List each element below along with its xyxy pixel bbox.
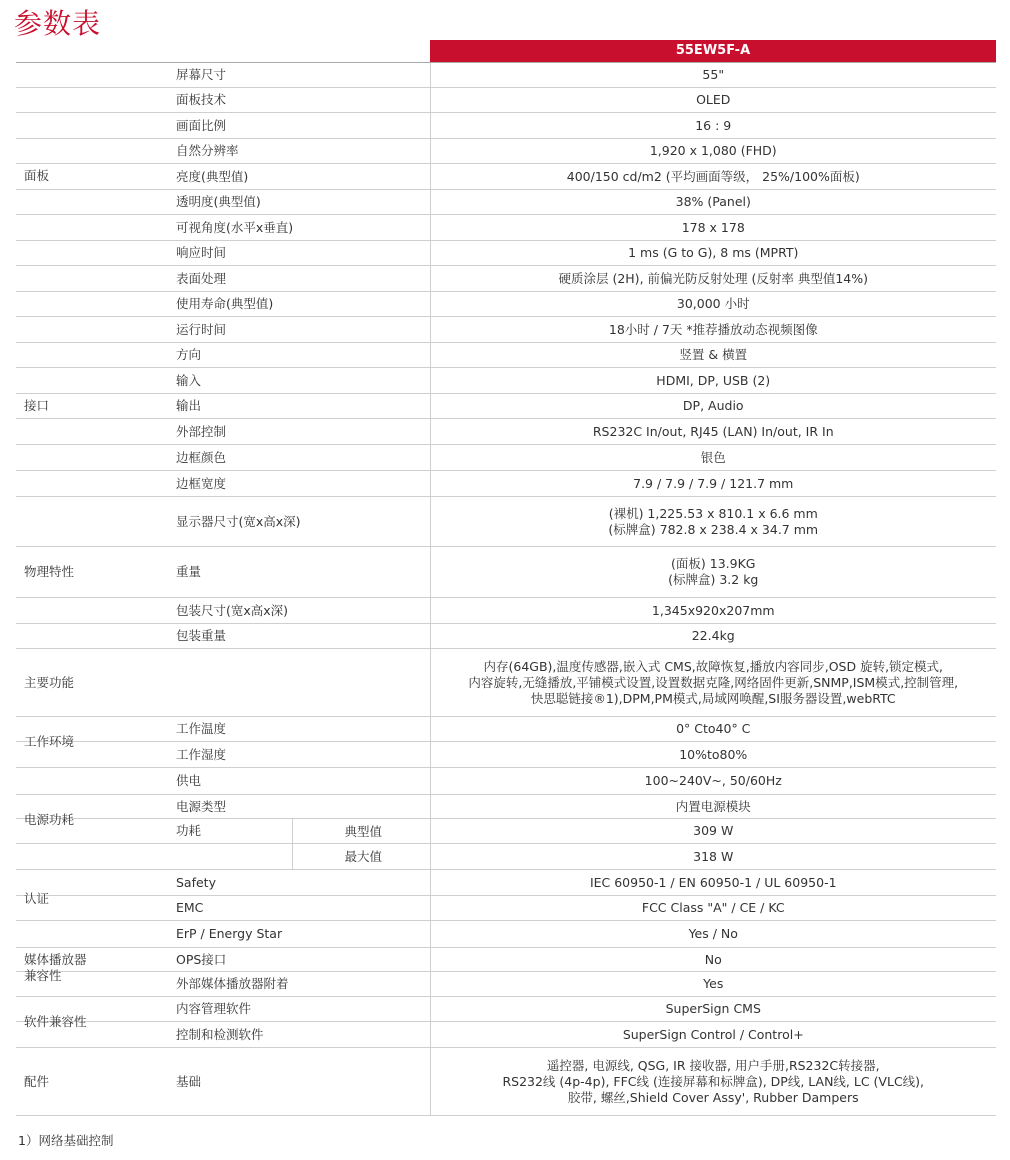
spec-label: 画面比例: [16, 113, 430, 139]
spec-label: 透明度(典型值): [16, 190, 430, 215]
table-row: [16, 63, 996, 88]
value-line: (面板) 13.9KG: [671, 556, 756, 571]
spec-value: 309 W: [430, 819, 996, 844]
table-row: [16, 624, 996, 649]
value-line: 内容旋转,无缝播放,平铺模式设置,设置数据克隆,网络固件更新,SNMP,ISM模式,控制管理,: [468, 674, 959, 690]
spec-value: 硬质涂层 (2H), 前偏光防反射处理 (反射率 典型值14%): [430, 266, 996, 292]
spec-label: [16, 948, 430, 983]
table-row: [16, 266, 996, 292]
spec-label: 屏幕尺寸: [16, 63, 430, 88]
spec-value: [430, 1048, 996, 1116]
spec-label-text: 功耗: [176, 823, 202, 838]
spec-label: 控制和检测软件: [16, 1022, 430, 1048]
table-row: [16, 742, 996, 768]
group-label-interface: 接口: [24, 398, 50, 413]
table-row: [16, 819, 996, 844]
group-label-features: 主要功能: [16, 649, 430, 717]
value-line: 胶带, 螺丝,Shield Cover Assy', Rubber Dampers: [567, 1089, 859, 1105]
table-row: [16, 768, 996, 795]
spec-label-text: 输出: [176, 398, 202, 413]
value-line: (裸机) 1,225.53 x 810.1 x 6.6 mm: [608, 505, 818, 521]
spec-value: 55": [430, 63, 996, 88]
spec-label: ErP / Energy Star: [16, 921, 430, 948]
spec-value: 18小时 / 7天 *推荐播放动态视频图像: [430, 317, 996, 343]
spec-label: 包装尺寸(宽x高x深): [16, 598, 430, 624]
spec-value: 16 : 9: [430, 113, 996, 139]
spec-label-text: 重量: [176, 564, 202, 579]
spec-value: IEC 60950-1 / EN 60950-1 / UL 60950-1: [430, 870, 996, 896]
table-row: [16, 844, 996, 870]
spec-label: [16, 997, 430, 1029]
spec-label: 工作湿度: [16, 742, 430, 768]
spec-label: [16, 891, 430, 921]
spec-value: 178 x 178: [430, 215, 996, 241]
spec-value: RS232C In/out, RJ45 (LAN) In/out, IR In: [430, 419, 996, 445]
spec-label-text: 基础: [176, 1073, 202, 1089]
group-label-panel: 面板: [24, 168, 50, 183]
group-label-accessories: 配件: [24, 1074, 50, 1089]
spec-value: 7.9 / 7.9 / 7.9 / 121.7 mm: [430, 471, 996, 497]
table-row: [16, 471, 996, 497]
model-header: 55EW5F-A: [430, 40, 996, 62]
spec-value: 1 ms (G to G), 8 ms (MPRT): [430, 241, 996, 266]
spec-value: 0° Cto40° C: [430, 717, 996, 742]
table-row: [16, 921, 996, 948]
spec-value: 1,920 x 1,080 (FHD): [430, 139, 996, 164]
spec-label-text: 内容管理软件: [176, 1001, 252, 1016]
table-row: [16, 997, 996, 1022]
spec-value: 100~240V~, 50/60Hz: [430, 768, 996, 795]
table-row: [16, 113, 996, 139]
spec-label: 自然分辨率: [16, 139, 430, 164]
page-title: 参数表: [14, 7, 102, 40]
table-row: [16, 870, 996, 896]
spec-value: [430, 547, 996, 598]
spec-value: 内置电源模块: [430, 795, 996, 819]
table-row: [16, 368, 996, 394]
group-label-physical: 物理特性: [24, 564, 75, 579]
spec-value: DP, Audio: [430, 394, 996, 419]
table-row: [16, 896, 996, 921]
group-label-environment: 工作环境: [24, 734, 75, 749]
table-row: [16, 445, 996, 471]
table-row: [16, 394, 996, 419]
table-row: [16, 649, 996, 717]
table-row: [16, 497, 996, 547]
table-row: [16, 190, 996, 215]
spec-value: 318 W: [430, 844, 996, 870]
spec-value: 38% (Panel): [430, 190, 996, 215]
spec-label: 可视角度(水平x垂直): [16, 215, 430, 241]
value-line: RS232线 (4p-4p), FFC线 (连接屏幕和标牌盒), DP线, LAN线, LC (VLC线),: [502, 1073, 925, 1089]
table-row: [16, 972, 996, 997]
table-row: [16, 1022, 996, 1048]
table-row: [16, 1048, 996, 1116]
spec-label: 使用寿命(典型值): [16, 292, 430, 317]
spec-label: 外部控制: [16, 419, 430, 445]
table-row: [16, 717, 996, 742]
value-line: (标牌盒) 3.2 kg: [668, 572, 759, 587]
spec-label: 响应时间: [16, 241, 430, 266]
table-row: [16, 419, 996, 445]
table-row: [16, 215, 996, 241]
spec-label: [16, 717, 430, 749]
spec-label: 边框宽度: [16, 471, 430, 497]
spec-value: SuperSign Control / Control+: [430, 1022, 996, 1048]
spec-value: 30,000 小时: [430, 292, 996, 317]
spec-label: 包装重量: [16, 624, 430, 649]
spec-value: 1,345x920x207mm: [430, 598, 996, 624]
sub-label-max: 最大值: [292, 844, 430, 870]
spec-value: SuperSign CMS: [430, 997, 996, 1022]
spec-value: Yes: [430, 972, 996, 997]
spec-value: 竖置 & 横置: [430, 343, 996, 368]
footnote: 1）网络基础控制: [18, 1133, 114, 1148]
spec-label-text: 工作温度: [176, 721, 227, 736]
spec-label-text: 亮度(典型值): [176, 168, 249, 184]
spec-value: [430, 497, 996, 547]
spec-label: 运行时间: [16, 317, 430, 343]
spec-label: [16, 812, 430, 844]
table-row: [16, 88, 996, 113]
spec-value: 银色: [430, 445, 996, 471]
spec-label: Safety: [16, 870, 430, 896]
table-row: [16, 139, 996, 164]
spec-label: [16, 844, 430, 870]
spec-label: 边框颜色: [16, 445, 430, 471]
spec-label: 方向: [16, 343, 430, 368]
spec-label: 输入: [16, 368, 430, 394]
spec-value: 10%to80%: [430, 742, 996, 768]
table-row: [16, 292, 996, 317]
spec-value: No: [430, 948, 996, 972]
spec-label-text: OPS接口: [176, 951, 227, 967]
spec-label: 外部媒体播放器附着: [16, 972, 430, 997]
spec-label: 表面处理: [16, 266, 430, 292]
value-line: (标牌盒) 782.8 x 238.4 x 34.7 mm: [608, 521, 819, 537]
spec-label: [16, 164, 430, 190]
table-row: [16, 547, 996, 598]
table-row: [16, 241, 996, 266]
sub-label-typical: 典型值: [292, 819, 430, 844]
value-line: 快思聪链接®1),DPM,PM模式,局域网唤醒,SI服务器设置,webRTC: [530, 690, 896, 706]
group-label-line: 兼容性: [24, 968, 62, 983]
spec-value: 22.4kg: [430, 624, 996, 649]
group-label-software: 软件兼容性: [24, 1014, 87, 1029]
spec-value: OLED: [430, 88, 996, 113]
spec-label: 面板技术: [16, 88, 430, 113]
spec-label: 显示器尺寸(宽x高x深): [16, 497, 430, 547]
table-row: [16, 598, 996, 624]
spec-value: HDMI, DP, USB (2): [430, 368, 996, 394]
spec-value: [430, 649, 996, 717]
spec-table: [16, 62, 996, 1116]
table-row: [16, 164, 996, 190]
group-label-media: [24, 952, 87, 984]
value-line: 内存(64GB),温度传感器,嵌入式 CMS,故障恢复,播放内容同步,OSD 旋转,锁定模式,: [483, 658, 944, 674]
spec-label: [16, 547, 430, 598]
spec-label-text: EMC: [176, 900, 204, 915]
table-row: [16, 795, 996, 819]
table-row: [16, 317, 996, 343]
group-label-line: 媒体播放器: [24, 952, 87, 967]
group-label-certification: 认证: [24, 891, 50, 906]
spec-label: 供电: [16, 768, 430, 795]
group-label-power: 电源功耗: [24, 812, 75, 827]
spec-label: 电源类型: [16, 795, 430, 819]
spec-value: FCC Class "A" / CE / KC: [430, 896, 996, 921]
value-line: 遥控器, 电源线, QSG, IR 接收器, 用户手册,RS232C转接器,: [546, 1057, 880, 1073]
spec-label: [16, 1048, 430, 1116]
table-row: [16, 948, 996, 972]
spec-value: 400/150 cd/m2 (平均画面等级， 25%/100%面板): [430, 164, 996, 190]
spec-value: Yes / No: [430, 921, 996, 948]
table-row: [16, 343, 996, 368]
spec-label: [16, 394, 430, 419]
